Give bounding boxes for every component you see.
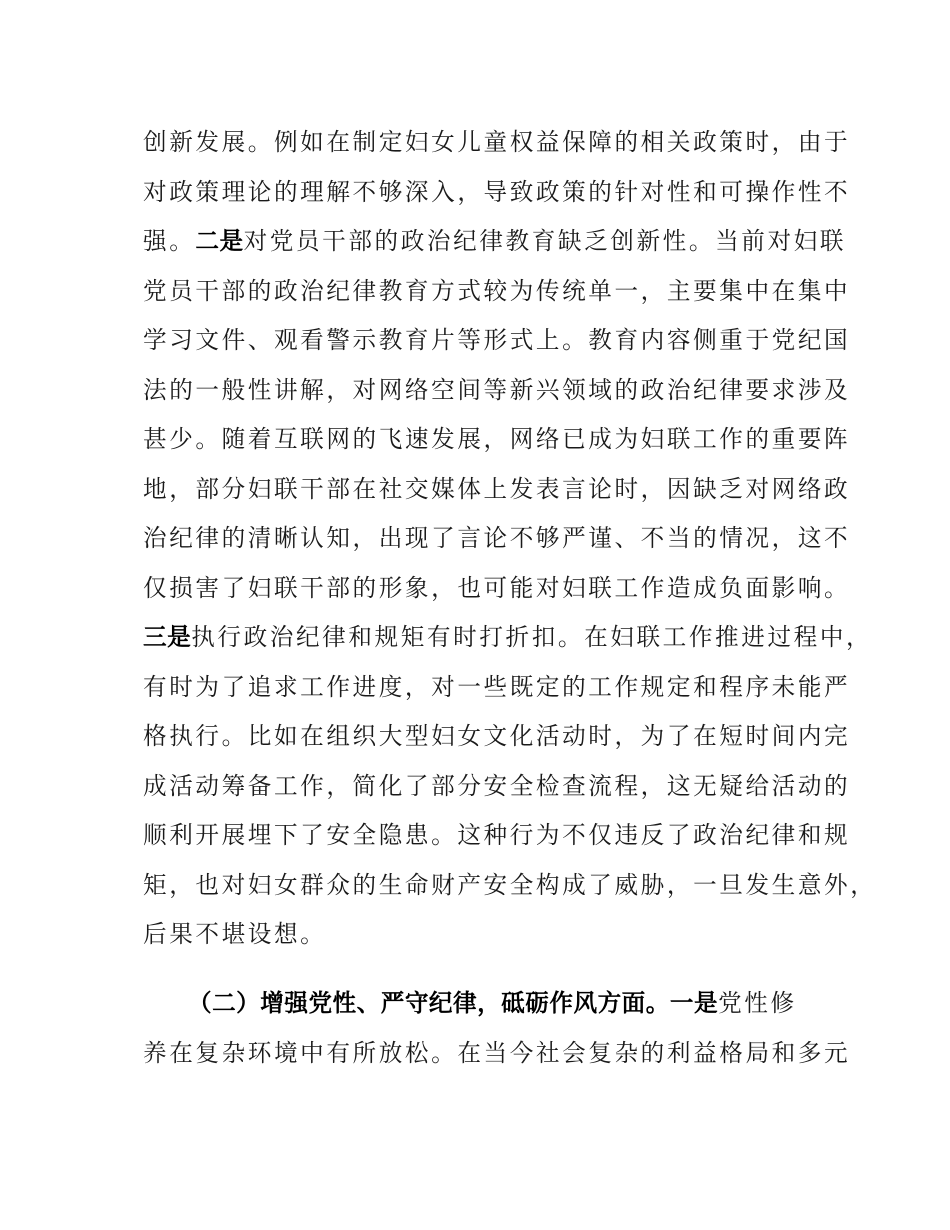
text-line: 后果不堪设想。	[143, 920, 327, 948]
text-line: 格执行。比如在组织大型妇女文化活动时，为了在短时间内完	[143, 722, 851, 750]
text-line: 地，部分妇联干部在社交媒体上发表言论时，因缺乏对网络政	[143, 475, 851, 503]
text-segment: 党性修	[718, 989, 797, 1017]
section-heading: （二）增强党性、严守纪律，砥砺作风方面。	[188, 989, 670, 1017]
text-line	[143, 221, 846, 261]
text-line: 仅损害了妇联干部的形象，也可能对妇联工作造成负面影响。	[143, 574, 851, 602]
text-line: 法的一般性讲解，对网络空间等新兴领域的政治纪律要求涉及	[143, 376, 851, 404]
bold-lead: 一是	[669, 989, 719, 1017]
text-line: 顺利开展埋下了安全隐患。这种行为不仅违反了政治纪律和规	[143, 821, 851, 849]
text-line	[143, 617, 872, 657]
text-line: 矩，也对妇女群众的生命财产安全构成了威胁，一旦发生意外，	[143, 871, 877, 899]
text-line: 党员干部的政治纪律教育方式较为传统单一，主要集中在集中	[143, 277, 851, 305]
text-line: 治纪律的清晰认知，出现了言论不够严谨、不当的情况，这不	[143, 524, 851, 552]
bold-lead: 二是	[195, 227, 244, 255]
bold-lead: 三是	[143, 623, 192, 651]
text-segment: 对党员干部的政治纪律教育缺乏创新性。当前对妇联	[243, 227, 847, 255]
text-line: 成活动筹备工作，简化了部分安全检查流程，这无疑给活动的	[143, 772, 851, 800]
section-heading-line	[188, 983, 797, 1023]
text-segment: 执行政治纪律和规矩有时打折扣。在妇联工作推进过程中，	[191, 623, 873, 651]
text-line: 对政策理论的理解不够深入，导致政策的针对性和可操作性不	[143, 178, 851, 206]
text-segment: 强。	[143, 227, 196, 255]
text-line: 养在复杂环境中有所放松。在当今社会复杂的利益格局和多元	[143, 1039, 851, 1067]
text-line: 有时为了追求工作进度，对一些既定的工作规定和程序未能严	[143, 673, 851, 701]
text-line: 学习文件、观看警示教育片等形式上。教育内容侧重于党纪国	[143, 326, 851, 354]
text-line: 创新发展。例如在制定妇女儿童权益保障的相关政策时，由于	[143, 128, 851, 156]
text-line: 甚少。随着互联网的飞速发展，网络已成为妇联工作的重要阵	[143, 425, 851, 453]
